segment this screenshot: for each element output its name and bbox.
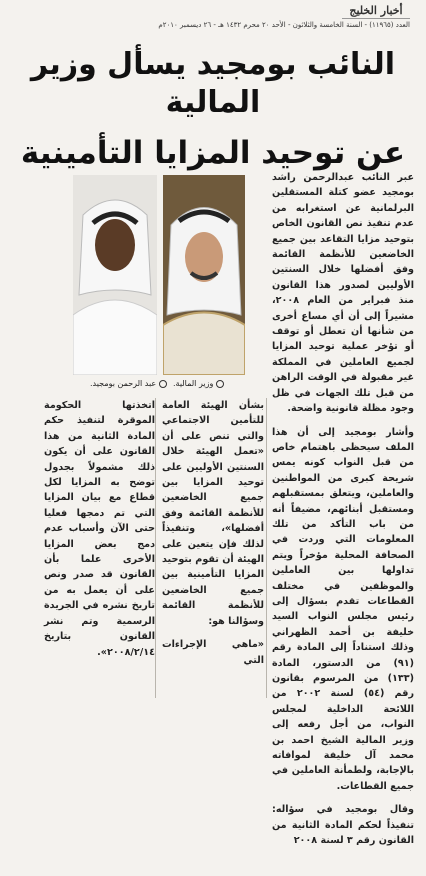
portrait-icon — [73, 175, 157, 375]
bullet-icon — [159, 380, 167, 388]
bullet-icon — [216, 380, 224, 388]
article-column-left — [44, 398, 155, 660]
paragraph: «ماهي الإجراءات التي — [162, 639, 264, 666]
paragraph: بشأن الهيئة العامة للتأمين الاجتماعي والتي تنص على أن «تعمل الهيئة خلال السنتين الأوليين على توحيد المزايا بين جميع الخاضعين للأنظمة القائمة وفق أفضلها»، وتنفيذاً لذلك فإن يتعين على الهيئة أن تقوم بتوحيد المزايا التأمينية بين جميع الخاضعين للأنظمة القائمة وسؤالنا هو: — [162, 400, 264, 627]
paragraph: اتخذتها الحكومة الموقرة لتنفيذ حكم المادة الثانية من هذا القانون على أن يكون ذلك مشمولاً بجدول توضح به المزايا لكل قطاع مع بيان المزايا التي تم دمجها فعليا حتى الآن وأسباب عدم دمج بعض المزايا الأخرى علما بأن القانون قد صدر ونص على أن يعمل به من تاريخ نشره في الجريدة الرسمية وتم نشر القانون بتاريخ ٢٠٠٨/٢/١٤». — [44, 400, 155, 658]
paragraph: وأشار بومجيد إلى أن هذا الملف سيحظى باهتمام خاص من قبل النواب كونه يمس شريحة كبرى من المواطنين والعاملين، ويتعلق بمستقبلهم ومستقبل أبنائهم، مضيفاً أنه من باب التأكد من تلك المعلومات التي وردت في الصحافة المحلية مؤخراً ويتم تداولها بين العاملين والموظفين في مختلف القطاعات تقدم بسؤال إلى رئيس مجلس النواب السيد خليفة بن أحمد الظهراني وذلك استناداً إلى المادة رقم (٩١) من الدستور، المادة (١٣٣) من المرسوم بقانون رقم (٥٤) لسنة ٢٠٠٢ من اللائحة الداخلية لمجلس النواب، من أجل رفعه إلى وزير المالية الشيخ احمد بن محمد آل خليفة لموافاته بالإجابة، ولطمأنة العاملين في جميع القطاعات. — [272, 426, 414, 792]
caption-right: وزير المالية. — [173, 379, 224, 388]
caption-left: عبد الرحمن بومجيد. — [90, 379, 167, 388]
newspaper-logo: أخبار الخليج — [342, 4, 410, 19]
issue-line: العدد (١١٩٦٥) - السنة الخامسة والثلاثون - الأحد ٢٠ محرم ١٤٣٢ هـ - ٢٦ ديسمبر ٢٠١٠م — [158, 21, 410, 29]
column-divider — [266, 398, 267, 698]
photo-finance-minister — [163, 175, 245, 375]
headline-line-1: النائب بومجيد يسأل وزير المالية — [30, 47, 396, 120]
masthead — [10, 4, 416, 34]
article-column-middle — [162, 398, 264, 668]
headline — [12, 46, 414, 172]
paragraph: وقال بومجيد في سؤاله: تنفيذاً لحكم المادة الثانية من القانون رقم ٣ لسنة ٢٠٠٨ — [272, 804, 414, 847]
photo-bumajeed — [73, 175, 157, 375]
paragraph: عبر النائب عبدالرحمن راشد بومجيد عضو كتلة المستقلين البرلمانية عن استغرابه من عدم تنفيذ نص القانون الخاص بتوحيد مزايا التقاعد بين جميع الخاضعين للأنظمة القائمة وفق أفضلها خلال السنتين الأوليين لصدور هذا القانون منذ فبراير من العام ٢٠٠٨، مشيراً إلى أن أي مساع أخرى من شأنها أن تعطل أو توقف أو تؤخر عملية توحيد المزايا لجميع العاملين في المملكة غير مقبولة في الوقت الراهن من قبل تلك الجهات في ظل وجود مظلة قانونية واضحة. — [272, 172, 414, 415]
article-column-right — [272, 170, 414, 848]
column-divider — [155, 398, 156, 698]
portrait-icon — [163, 175, 245, 375]
headline-line-2: عن توحيد المزايا التأمينية — [20, 135, 406, 171]
